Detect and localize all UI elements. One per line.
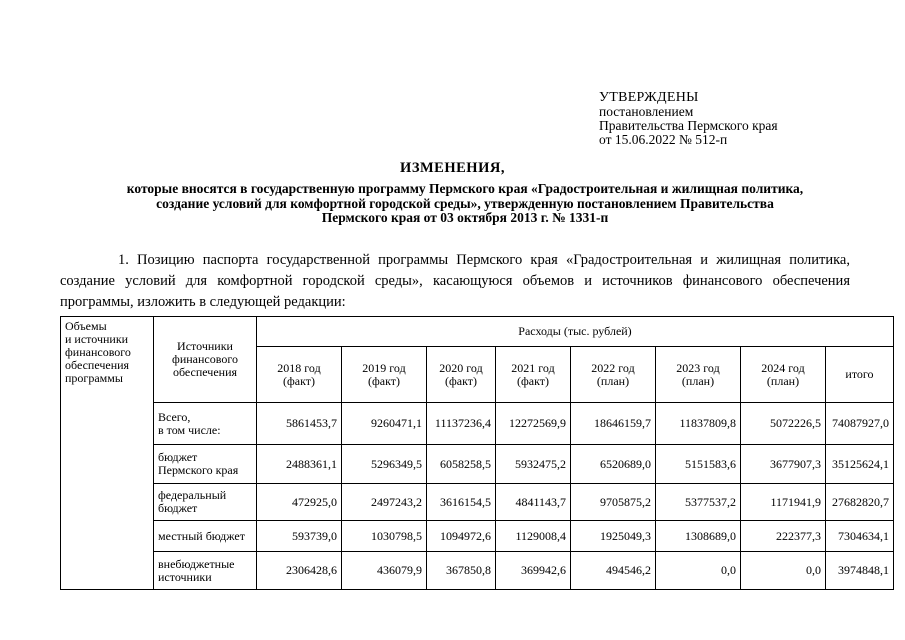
value: 5151583,6: [685, 456, 736, 471]
year-header: 2021 год (факт): [511, 360, 555, 388]
value-cell: [571, 484, 656, 521]
value-cell: [741, 552, 826, 590]
value: 3677907,3: [770, 456, 821, 471]
value: 1094972,6: [440, 528, 491, 543]
value-cell: [496, 484, 571, 521]
value-cell: [741, 445, 826, 484]
expenses-header-cell: [257, 317, 894, 347]
year-header-cell: [342, 347, 427, 403]
value-cell: [571, 552, 656, 590]
value-cell: [342, 484, 427, 521]
value: 369942,6: [521, 563, 566, 577]
value: 35125624,1: [832, 456, 889, 471]
value: 494546,2: [606, 563, 651, 577]
value: 6520689,0: [600, 456, 651, 471]
value: 9705875,2: [600, 494, 651, 509]
table-row: [61, 521, 894, 552]
value-cell: [656, 445, 741, 484]
value-cell: [656, 552, 741, 590]
value: 5072226,5: [770, 416, 821, 430]
value-cell: [257, 403, 342, 445]
value: 4841143,7: [515, 494, 566, 509]
value-cell: [826, 445, 894, 484]
source-label: местный бюджет: [158, 528, 245, 543]
value: 11837809,8: [679, 416, 736, 430]
source-cell: [154, 521, 257, 552]
value-cell: [257, 552, 342, 590]
row-label: Объемы и источники финансового обеспечения программы: [65, 319, 131, 385]
value-cell: [342, 403, 427, 445]
value: 1030798,5: [371, 528, 422, 543]
value-cell: [257, 445, 342, 484]
year-header-cell: [741, 347, 826, 403]
value-cell: [571, 521, 656, 552]
source-label: бюджет Пермского края: [158, 450, 239, 477]
value-cell: [826, 403, 894, 445]
value: 12272569,9: [509, 416, 566, 430]
value-cell: [741, 403, 826, 445]
value-cell: [496, 403, 571, 445]
value: 5932475,2: [515, 456, 566, 471]
row-label-cell: [61, 317, 154, 590]
value: 5377537,2: [685, 494, 736, 509]
value-cell: [571, 445, 656, 484]
value-cell: [496, 552, 571, 590]
value-cell: [571, 403, 656, 445]
value: 222377,3: [776, 528, 821, 543]
source-label: федеральный бюджет: [158, 488, 227, 515]
value: 2497243,2: [371, 494, 422, 509]
value-cell: [427, 521, 496, 552]
year-header: итого: [845, 367, 874, 381]
value-cell: [342, 521, 427, 552]
year-header-cell: [257, 347, 342, 403]
document-subtitle: [70, 182, 860, 226]
value-cell: [496, 445, 571, 484]
value: 5861453,7: [286, 416, 337, 430]
approval-heading: УТВЕРЖДЕНЫ: [599, 90, 699, 105]
year-header: 2024 год (план): [761, 360, 805, 388]
value-cell: [342, 552, 427, 590]
table-row: [61, 484, 894, 521]
approval-line-2: Правительства Пермского края: [599, 118, 778, 133]
year-header: 2018 год (факт): [277, 360, 321, 388]
value: 2306428,6: [286, 563, 337, 577]
value: 1308689,0: [685, 528, 736, 543]
value-cell: [826, 521, 894, 552]
value-cell: [741, 484, 826, 521]
value-cell: [427, 403, 496, 445]
value: 1129008,4: [515, 528, 566, 543]
source-header: Источники финансового обеспечения: [172, 339, 238, 379]
year-header: 2023 год (план): [676, 360, 720, 388]
value-cell: [826, 484, 894, 521]
value: 5296349,5: [371, 456, 422, 471]
source-cell: [154, 445, 257, 484]
year-header-cell: [656, 347, 741, 403]
year-header-cell: [571, 347, 656, 403]
value: 3616154,5: [440, 494, 491, 509]
table-row: [61, 403, 894, 445]
approval-block: [599, 91, 778, 147]
source-cell: [154, 403, 257, 445]
value: 3974848,1: [838, 563, 889, 577]
value: 593739,0: [292, 528, 337, 543]
value: 0,0: [721, 563, 736, 577]
value: 27682820,7: [832, 494, 889, 509]
value-cell: [656, 521, 741, 552]
year-header-cell: [496, 347, 571, 403]
year-header: 2020 год (факт): [439, 360, 483, 388]
approval-line-1: постановлением: [599, 104, 694, 119]
year-header-cell: [427, 347, 496, 403]
document-title: ИЗМЕНЕНИЯ,: [400, 160, 505, 176]
subtitle-line-2: создание условий для комфортной городской среды», утвержденную постановлением Правительства: [156, 195, 774, 211]
value-cell: [826, 552, 894, 590]
value-cell: [342, 445, 427, 484]
value: 367850,8: [446, 563, 491, 577]
value: 9260471,1: [371, 416, 422, 430]
value: 18646159,7: [594, 416, 651, 430]
value-cell: [741, 521, 826, 552]
intro-paragraph: 1. Позицию паспорта государственной программы Пермского края «Градостроительная и жилищная политика, создание условий для комфортной городской среды», касающуюся объемов и источников финансового обеспечения программы, изложить в следующей редакции:: [60, 252, 850, 310]
value-cell: [427, 552, 496, 590]
value: 1171941,9: [770, 494, 821, 509]
value: 74087927,0: [832, 416, 889, 430]
value-cell: [656, 403, 741, 445]
source-header-cell: [154, 317, 257, 403]
value: 2488361,1: [286, 456, 337, 471]
year-header: 2022 год (план): [591, 360, 635, 388]
financing-table: [60, 316, 894, 590]
subtitle-line-1: которые вносятся в государственную программу Пермского края «Градостроительная и жилищная политика,: [126, 181, 804, 196]
value-cell: [496, 521, 571, 552]
value-cell: [257, 484, 342, 521]
approval-line-3: от 15.06.2022 № 512-п: [599, 132, 728, 147]
source-cell: [154, 484, 257, 521]
source-cell: [154, 552, 257, 590]
value: 472925,0: [292, 494, 337, 509]
table-row: [61, 552, 894, 590]
subtitle-line-3: Пермского края от 03 октября 2013 г. № 1331-п: [321, 210, 609, 225]
year-header-cell: [826, 347, 894, 403]
value-cell: [427, 445, 496, 484]
table-row: [61, 445, 894, 484]
source-label: внебюджетные источники: [158, 556, 235, 584]
value-cell: [257, 521, 342, 552]
value: 7304634,1: [838, 528, 889, 543]
value: 0,0: [806, 563, 821, 577]
value: 6058258,5: [440, 456, 491, 471]
value: 11137236,4: [434, 416, 491, 430]
value: 436079,9: [377, 563, 422, 577]
value-cell: [656, 484, 741, 521]
year-header: 2019 год (факт): [362, 360, 406, 388]
value-cell: [427, 484, 496, 521]
expenses-header: Расходы (тыс. рублей): [518, 324, 632, 338]
value: 1925049,3: [600, 528, 651, 543]
source-label: Всего, в том числе:: [158, 409, 221, 437]
